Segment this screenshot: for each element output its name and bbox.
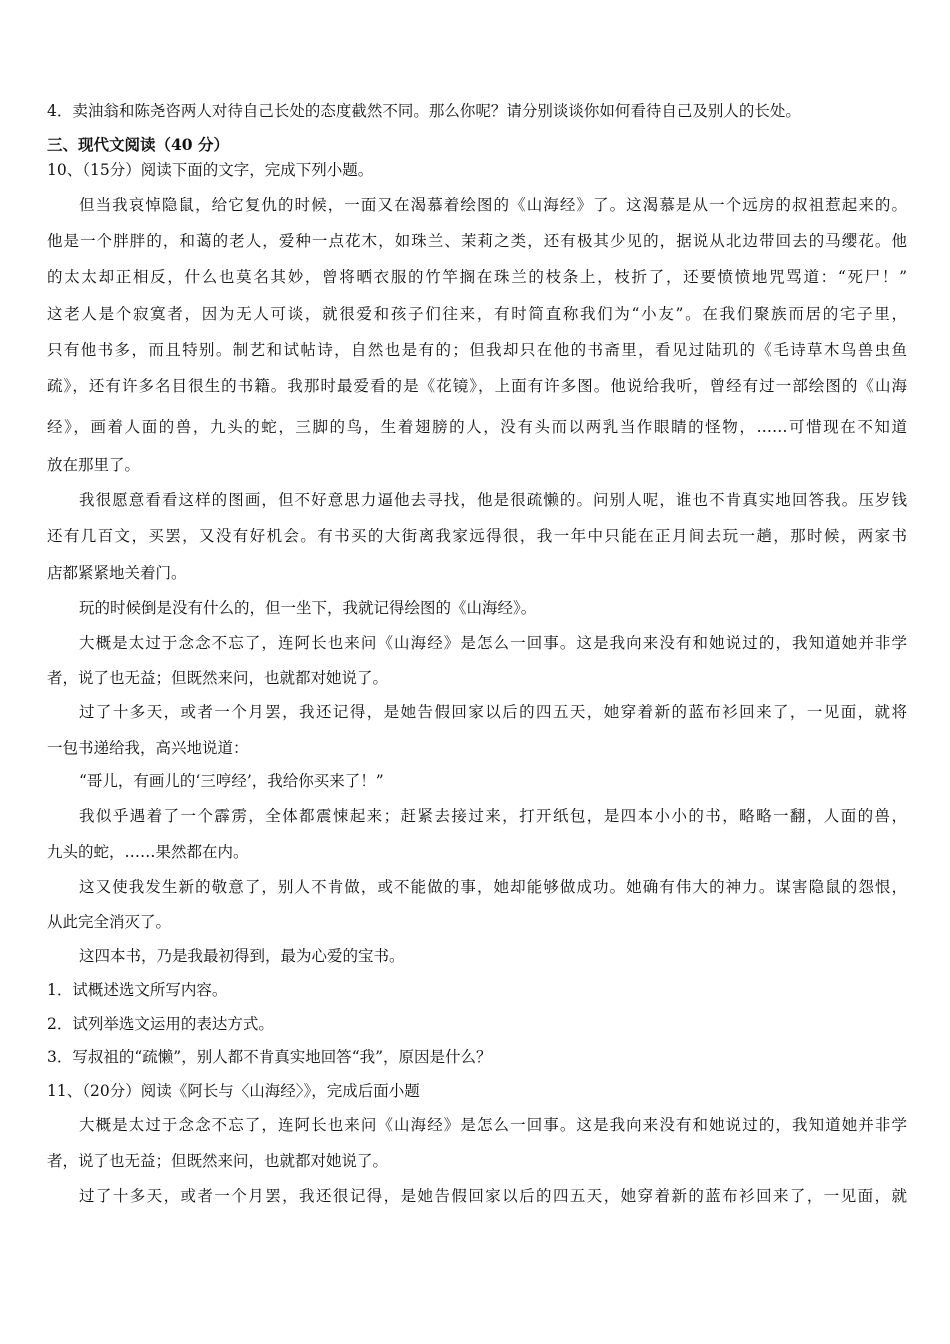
passage-line: 一包书递给我，高兴地说道： <box>47 739 249 757</box>
question-10-3: 3．写叔祖的“疏懒”，别人都不肯真实地回答“我”，原因是什么？ <box>47 1048 492 1066</box>
passage-line: 还有几百文，买罢，又没有好机会。有书买的大街离我家远得很，我一年中只能在正月间去玩一趟，那时候，两家书 <box>47 527 907 545</box>
passage-line: 从此完全消灭了。 <box>47 913 172 931</box>
passage-line: 大概是太过于念念不忘了，连阿长也来问《山海经》是怎么一回事。这是我向来没有和她说过的，我知道她并非学 <box>79 1116 907 1134</box>
passage-line: 这四本书，乃是我最初得到，最为心爱的宝书。 <box>79 947 405 965</box>
passage-line: 只有他书多，而且特别。制艺和试帖诗，自然也是有的；但我却只在他的书斋里，看见过陆玑的《毛诗草木鸟兽虫鱼 <box>47 341 907 359</box>
passage-line: 者，说了也无益；但既然来问，也就都对她说了。 <box>47 669 389 687</box>
passage-line: 过了十多天，或者一个月罢，我还很记得，是她告假回家以后的四五天，她穿着新的蓝布衫回来了，一见面，就 <box>79 1187 907 1205</box>
passage-line: 我很愿意看看这样的图画，但不好意思力逼他去寻找，他是很疏懒的。问别人呢，谁也不肯真实地回答我。压岁钱 <box>79 491 907 509</box>
passage-line: 者，说了也无益；但既然来问，也就都对她说了。 <box>47 1152 389 1170</box>
passage-line: 这老人是个寂寞者，因为无人可谈，就很爱和孩子们往来，有时简直称我们为“小友”。在我们聚族而居的宅子里， <box>47 305 907 323</box>
passage-line: “哥儿，有画儿的‘三哼经’，我给你买来了！” <box>79 772 384 790</box>
section-heading: 三、现代文阅读（40 分） <box>47 135 229 154</box>
passage-line: 过了十多天，或者一个月罢，我还记得，是她告假回家以后的四五天，她穿着新的蓝布衫回来了，一见面，就将 <box>79 703 907 721</box>
passage-line: 经》，画着人面的兽，九头的蛇，三脚的鸟，生着翅膀的人，没有头而以两乳当作眼睛的怪物，……可惜现在不知道 <box>47 418 907 436</box>
question-11-heading: 11、（20分）阅读《阿长与〈山海经〉》，完成后面小题 <box>47 1082 420 1100</box>
question-10-1: 1．试概述选文所写内容。 <box>47 981 228 999</box>
passage-line: 大概是太过于念念不忘了，连阿长也来问《山海经》是怎么一回事。这是我向来没有和她说过的，我知道她并非学 <box>79 634 907 652</box>
passage-line: 的太太却正相反，什么也莫名其妙，曾将晒衣服的竹竿搁在珠兰的枝条上，枝折了，还要愤愤地咒骂道：“死尸！” <box>47 268 907 286</box>
passage-line: 疏》，还有许多名目很生的书籍。我那时最爱看的是《花镜》，上面有许多图。他说给我听，曾经有过一部绘图的《山海 <box>47 377 907 395</box>
passage-line: 放在那里了。 <box>47 456 141 474</box>
passage-line: 我似乎遇着了一个霹雳，全体都震悚起来；赶紧去接过来，打开纸包，是四本小小的书，略略一翻，人面的兽， <box>79 807 907 825</box>
passage-line: 九头的蛇，……果然都在内。 <box>47 843 249 861</box>
passage-line: 这又使我发生新的敬意了，别人不肯做，或不能做的事，她却能够做成功。她确有伟大的神力。谋害隐鼠的怨恨， <box>79 878 907 896</box>
passage-line: 他是一个胖胖的，和蔼的老人，爱种一点花木，如珠兰、茉莉之类，还有极其少见的，据说从北边带回去的马缨花。他 <box>47 232 907 250</box>
question-10-heading: 10、（15分）阅读下面的文字，完成下列小题。 <box>47 161 374 179</box>
passage-line: 但当我哀悼隐鼠，给它复仇的时候，一面又在渴慕着绘图的《山海经》了。这渴慕是从一个远房的叔祖惹起来的。 <box>79 196 907 214</box>
question-10-2: 2．试列举选文运用的表达方式。 <box>47 1015 274 1033</box>
question-9-4: 4．卖油翁和陈尧咨两人对待自己长处的态度截然不同。那么你呢？请分别谈谈你如何看待自己及别人的长处。 <box>47 102 801 120</box>
passage-line: 玩的时候倒是没有什么的，但一坐下，我就记得绘图的《山海经》。 <box>79 599 537 617</box>
passage-line: 店都紧紧地关着门。 <box>47 564 187 582</box>
